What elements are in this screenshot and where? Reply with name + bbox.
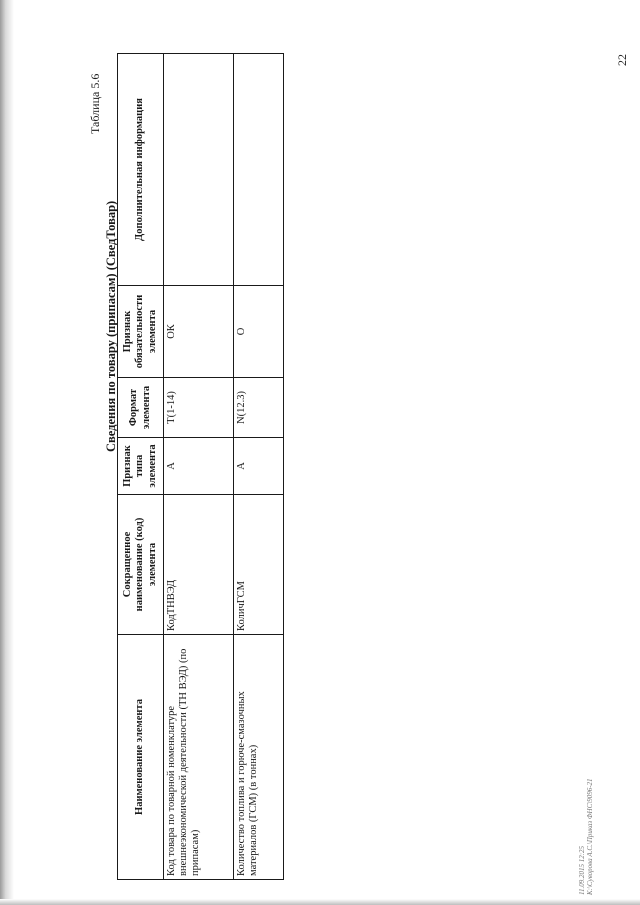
header-cell: Признак обязательности элемента bbox=[118, 286, 164, 378]
header-cell: Дополнительная информация bbox=[118, 54, 164, 286]
table-cell: КодТНВЭД bbox=[164, 495, 234, 635]
table-header-row bbox=[118, 54, 164, 880]
table-cell: ОК bbox=[164, 286, 234, 378]
table-cell: T(1-14) bbox=[164, 378, 234, 438]
table-row bbox=[164, 54, 234, 880]
table-caption: Сведения по товару (припасам) (СведТовар) bbox=[104, 200, 118, 452]
table-row bbox=[234, 54, 284, 880]
table-cell: Код товара по товарной номенклатуре внешнеэкономической деятельности (ТН ВЭД) (по припасам) bbox=[164, 635, 234, 880]
data-table bbox=[117, 54, 284, 880]
header-cell: Наименование элемента bbox=[118, 635, 164, 880]
stamp-path: К:\Суворова А.С.\Приказ ФНС\9096-21 bbox=[586, 778, 594, 895]
table-cell: А bbox=[164, 438, 234, 495]
file-stamp bbox=[578, 778, 594, 895]
table-cell bbox=[234, 54, 284, 286]
table-cell: О bbox=[234, 286, 284, 378]
scan-edge-shadow bbox=[0, 0, 14, 905]
stamp-date: 11.09.2015 12:25 bbox=[578, 845, 586, 895]
table-cell bbox=[164, 54, 234, 286]
table-cell: КоличГСМ bbox=[234, 495, 284, 635]
table-label: Таблица 5.6 bbox=[88, 73, 102, 134]
table-cell: А bbox=[234, 438, 284, 495]
scan-bottom-shadow bbox=[0, 899, 640, 905]
header-cell: Формат элемента bbox=[118, 378, 164, 438]
header-cell: Сокращенное наименование (код) элемента bbox=[118, 495, 164, 635]
table-cell: N(12.3) bbox=[234, 378, 284, 438]
header-cell: Признак типа элемента bbox=[118, 438, 164, 495]
page-number: 22 bbox=[615, 54, 629, 66]
table-cell: Количество топлива и горюче-смазочных материалов (ГСМ) (в тоннах) bbox=[234, 635, 284, 880]
